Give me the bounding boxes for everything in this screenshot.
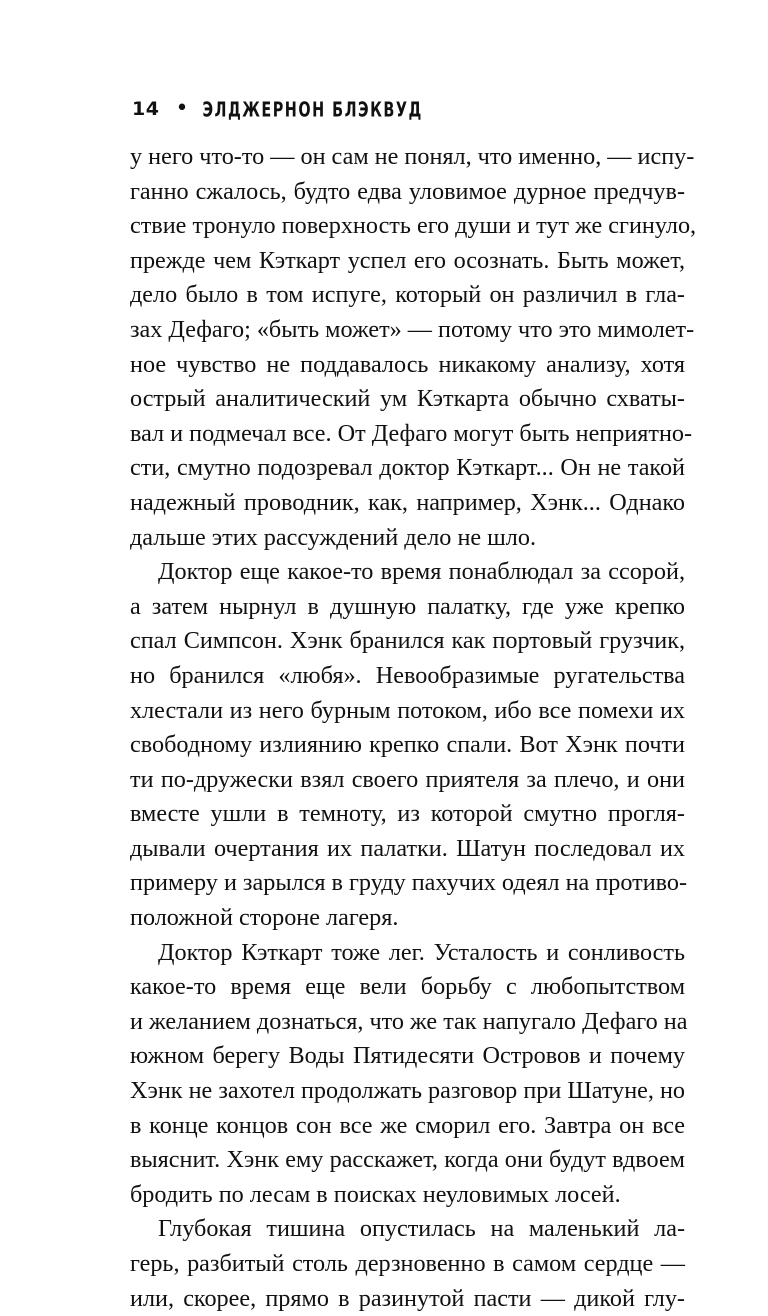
text-line: ти по-дружески взял своего приятеля за плечо, и они	[130, 765, 685, 793]
text-line: сти, смутно подозревал доктор Кэткарт... Он не такой	[130, 454, 685, 482]
text-line: южном берегу Воды Пятидесяти Островов и почему	[130, 1042, 685, 1070]
text-line: ганно сжалось, будто едва уловимое дурное предчув-	[130, 177, 685, 205]
text-line: бродить по лесам в поисках неуловимых лосей.	[130, 1180, 621, 1208]
text-line: какое-то время еще вели борьбу с любопытством	[130, 973, 685, 1001]
text-line: Доктор еще какое-то время понаблюдал за ссорой,	[158, 558, 685, 586]
text-line: примеру и зарылся в груду пахучих одеял на противо-	[130, 869, 688, 897]
text-body	[130, 140, 697, 1316]
text-line: и желанием дознаться, что же так напугало Дефаго на	[130, 1007, 688, 1035]
text-line: Доктор Кэткарт тоже лег. Усталость и сонливость	[158, 938, 685, 966]
text-line: дело было в том испуге, который он различил в гла-	[130, 281, 685, 309]
text-line: Хэнк не захотел продолжать разговор при Шатуне, но	[130, 1077, 686, 1105]
text-line: прежде чем Кэткарт успел его осознать. Быть может,	[130, 246, 685, 274]
text-line: герь, разбитый столь дерзновенно в самом сердце —	[130, 1250, 685, 1277]
text-line: в конце концов сон все же сморил его. Завтра он все	[130, 1111, 685, 1139]
text-line: ное чувство не поддавалось никакому анализу, хотя	[130, 350, 685, 378]
text-line: вал и подмечал все. От Дефаго могут быть неприятно-	[130, 419, 693, 447]
text-line: а затем нырнул в душную палатку, где уже крепко	[130, 592, 685, 620]
header-bullet: •	[175, 96, 189, 121]
text-line: выяснит. Хэнк ему расскажет, когда они будут вдвоем	[130, 1146, 685, 1174]
text-line: надежный проводник, как, например, Хэнк... Однако	[130, 488, 685, 516]
author-name: ЭЛДЖЕРНОН БЛЭКВУД	[202, 97, 423, 121]
text-line: Глубокая тишина опустилась на маленький ла-	[158, 1215, 685, 1243]
running-head	[132, 94, 423, 124]
page-number: 14	[132, 98, 160, 120]
text-line: дальше этих рассуждений дело не шло.	[130, 523, 537, 551]
paragraph-4	[130, 1212, 685, 1316]
text-line: острый аналитический ум Кэткарта обычно схваты-	[130, 385, 685, 413]
text-line: но бранился «любя». Невообразимые ругательства	[130, 661, 685, 689]
text-line: или, скорее, прямо в разинутой пасти — дикой глу-	[130, 1284, 685, 1312]
text-line: дывали очертания их палатки. Шатун последовал их	[130, 834, 685, 862]
text-line: зах Дефаго; «быть может» — потому что это мимолет-	[130, 315, 695, 343]
paragraph-2	[130, 555, 688, 936]
paragraph-3	[130, 936, 688, 1213]
text-line: вместе ушли в темноту, из которой смутно прогля-	[130, 800, 685, 828]
text-line: положной стороне лагеря.	[130, 904, 399, 932]
text-line: у него что-то — он сам не понял, что именно, — испу-	[130, 143, 695, 170]
text-line: ствие тронуло поверхность его души и тут же сгинуло,	[130, 212, 697, 240]
text-line: спал Симпсон. Хэнк бранился как портовый грузчик,	[130, 627, 685, 655]
text-line: хлестали из него бурным потоком, ибо все помехи их	[130, 696, 685, 724]
paragraph-1	[130, 140, 697, 555]
text-line: свободному излиянию крепко спали. Вот Хэнк почти	[130, 731, 685, 759]
